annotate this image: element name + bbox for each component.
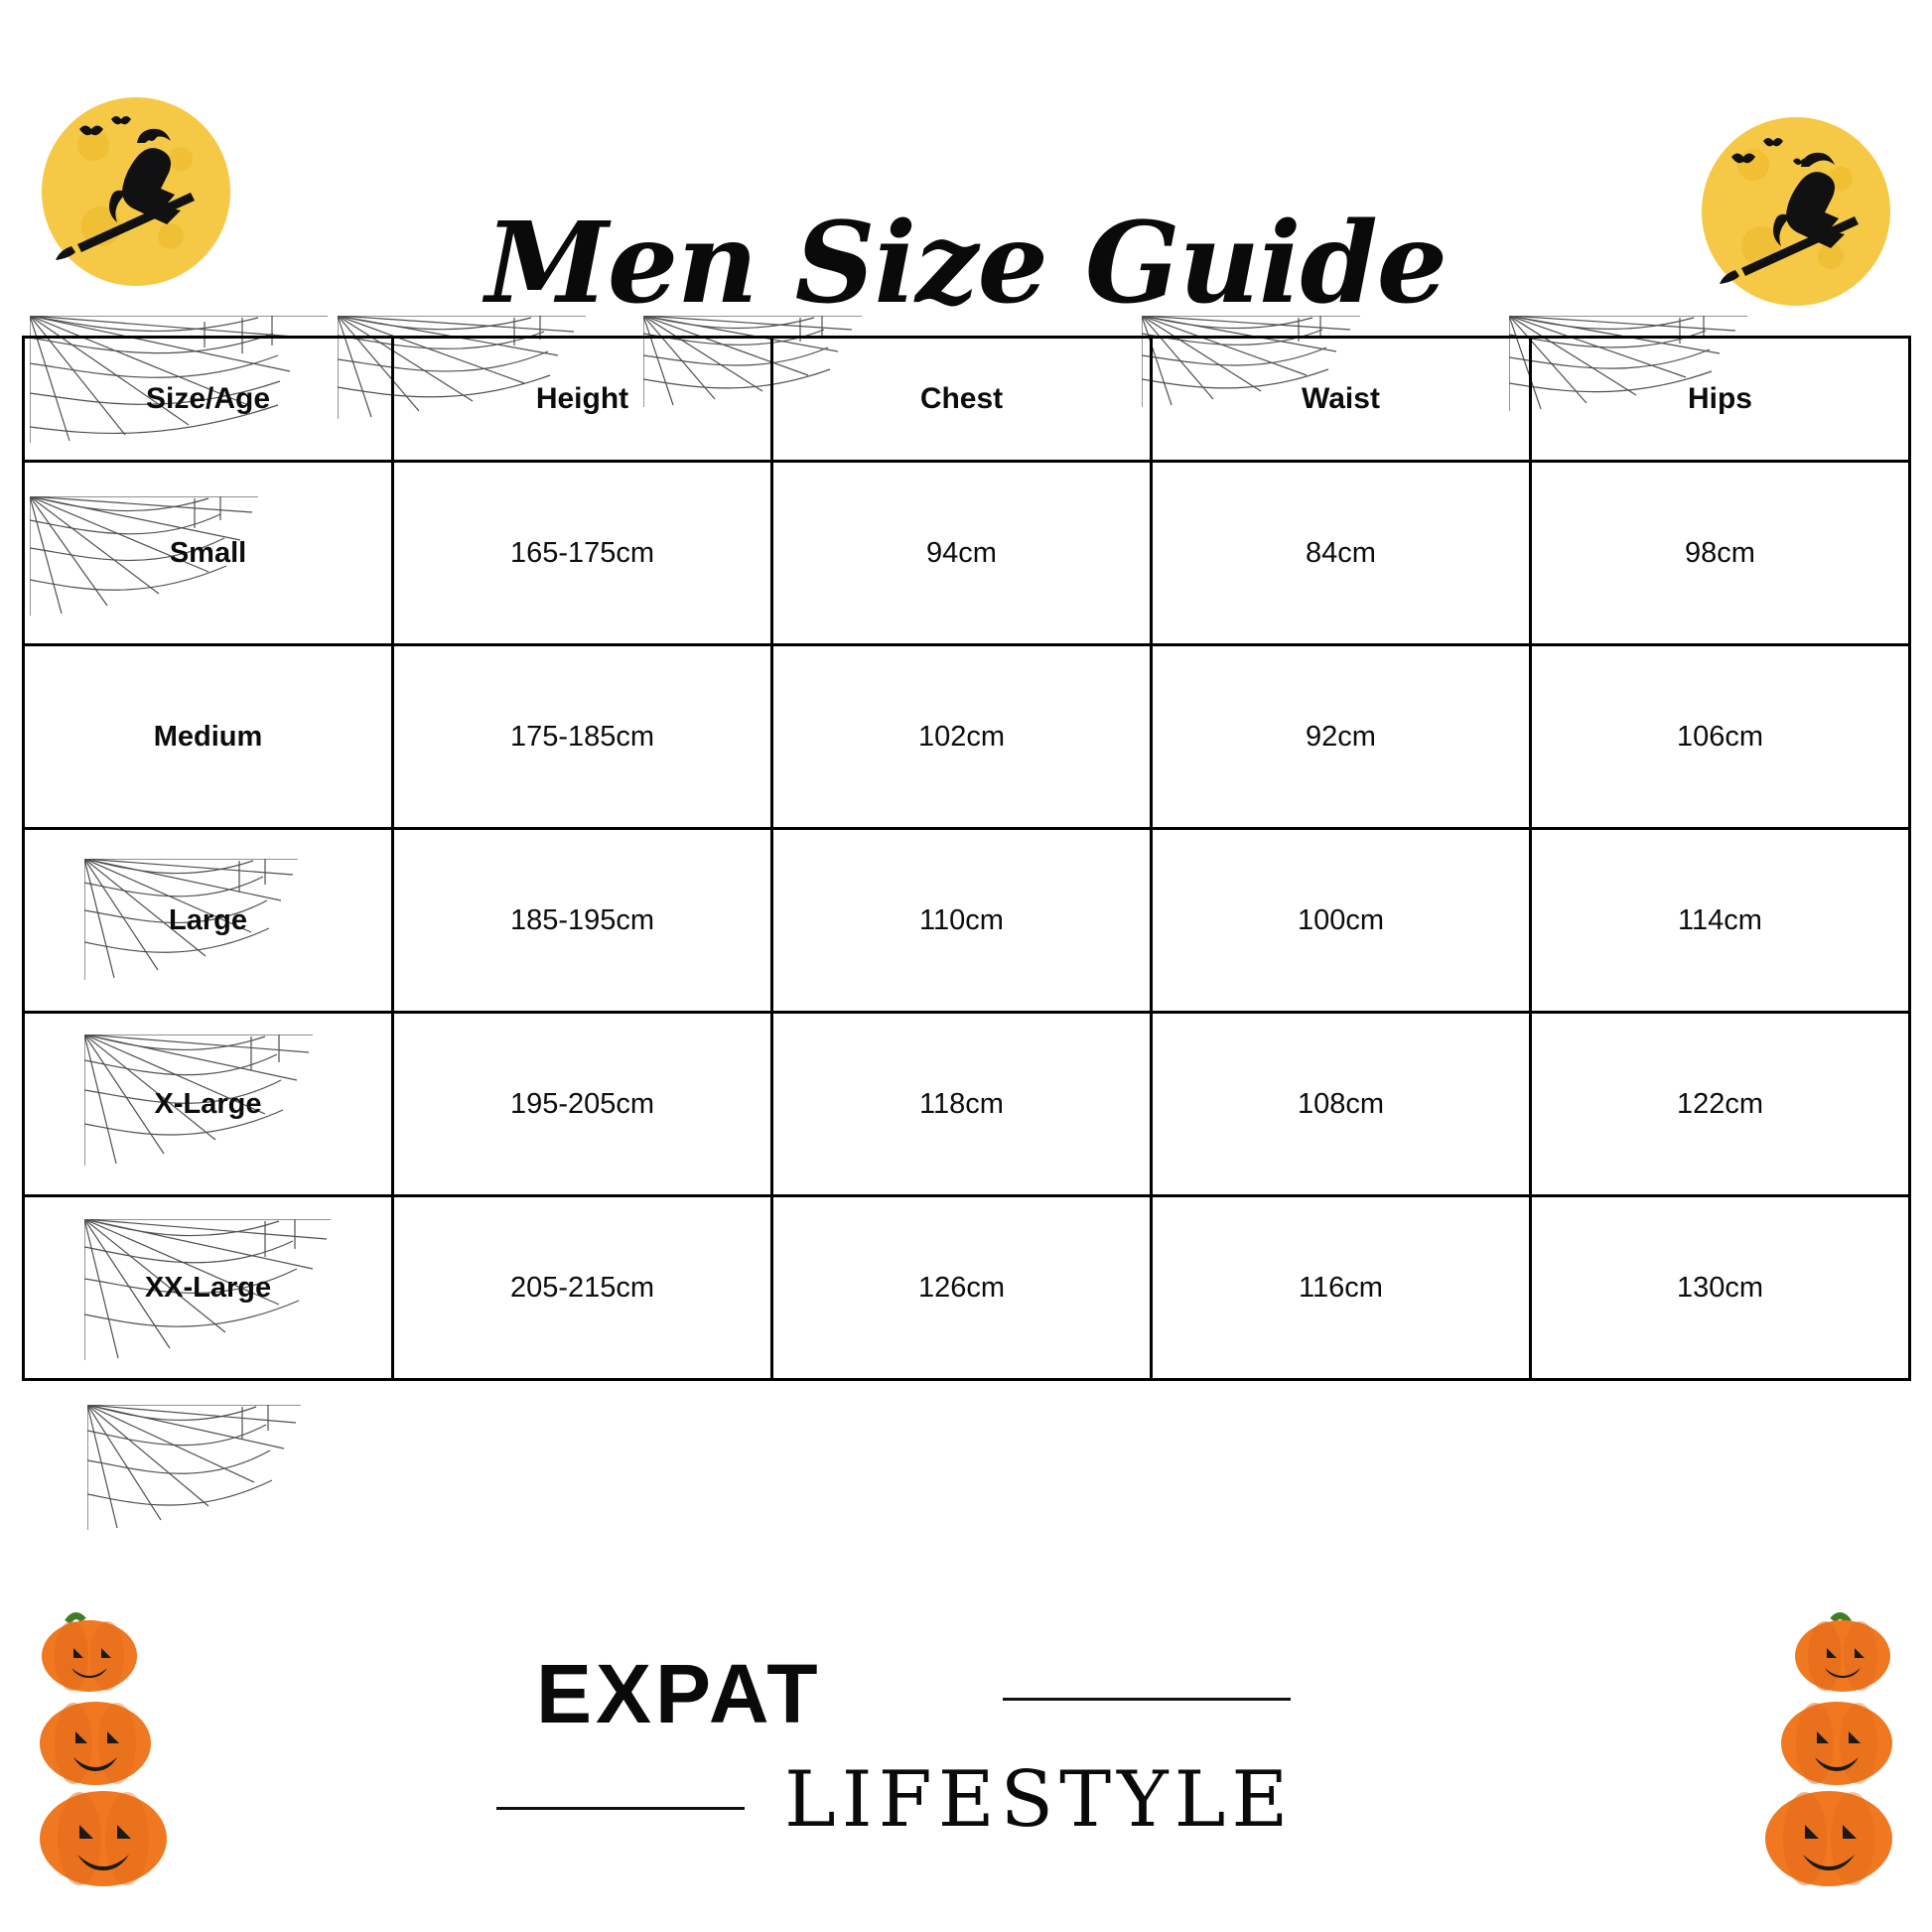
table-row <box>24 645 1910 829</box>
pumpkin-stack-icon <box>1735 1608 1904 1906</box>
cobweb-icon <box>87 1405 316 1544</box>
cell-waist: 116cm <box>1152 1196 1531 1380</box>
cell-height: 185-195cm <box>393 829 772 1013</box>
table-row <box>24 829 1910 1013</box>
cell-height: 165-175cm <box>393 462 772 645</box>
cell-chest: 110cm <box>772 829 1152 1013</box>
cell-size: XX-Large <box>24 1196 393 1380</box>
cell-hips: 130cm <box>1531 1196 1910 1380</box>
column-header-height: Height <box>393 338 772 462</box>
column-header-size-age: Size/Age <box>24 338 393 462</box>
table-body <box>24 462 1910 1380</box>
column-header-chest: Chest <box>772 338 1152 462</box>
cell-height: 205-215cm <box>393 1196 772 1380</box>
pumpkin-stack-icon <box>28 1608 197 1906</box>
cell-chest: 94cm <box>772 462 1152 645</box>
table-row <box>24 1196 1910 1380</box>
table-row <box>24 462 1910 645</box>
page-header <box>0 0 1932 330</box>
logo-divider-top <box>1003 1698 1291 1701</box>
cell-waist: 84cm <box>1152 462 1531 645</box>
cell-chest: 126cm <box>772 1196 1152 1380</box>
cell-hips: 106cm <box>1531 645 1910 829</box>
brand-name-secondary: LIFESTYLE <box>784 1755 1295 1845</box>
cell-chest: 118cm <box>772 1013 1152 1196</box>
cell-waist: 100cm <box>1152 829 1531 1013</box>
cell-hips: 122cm <box>1531 1013 1910 1196</box>
table-row <box>24 1013 1910 1196</box>
cell-size: Large <box>24 829 393 1013</box>
table-header <box>24 338 1910 462</box>
column-header-waist: Waist <box>1152 338 1531 462</box>
brand-name-primary: EXPAT <box>536 1647 822 1740</box>
cell-waist: 108cm <box>1152 1013 1531 1196</box>
size-guide-table <box>22 336 1911 1381</box>
cell-size: X-Large <box>24 1013 393 1196</box>
cell-hips: 114cm <box>1531 829 1910 1013</box>
table-header-row <box>24 338 1910 462</box>
logo-divider-bottom <box>496 1807 745 1810</box>
footer-logo <box>0 1636 1932 1904</box>
cell-height: 195-205cm <box>393 1013 772 1196</box>
cell-size: Medium <box>24 645 393 829</box>
cell-height: 175-185cm <box>393 645 772 829</box>
cell-size: Small <box>24 462 393 645</box>
cell-waist: 92cm <box>1152 645 1531 829</box>
column-header-hips: Hips <box>1531 338 1910 462</box>
page-title: Men Size Guide <box>484 199 1448 330</box>
cell-chest: 102cm <box>772 645 1152 829</box>
witch-moon-icon <box>1702 117 1890 306</box>
cell-hips: 98cm <box>1531 462 1910 645</box>
